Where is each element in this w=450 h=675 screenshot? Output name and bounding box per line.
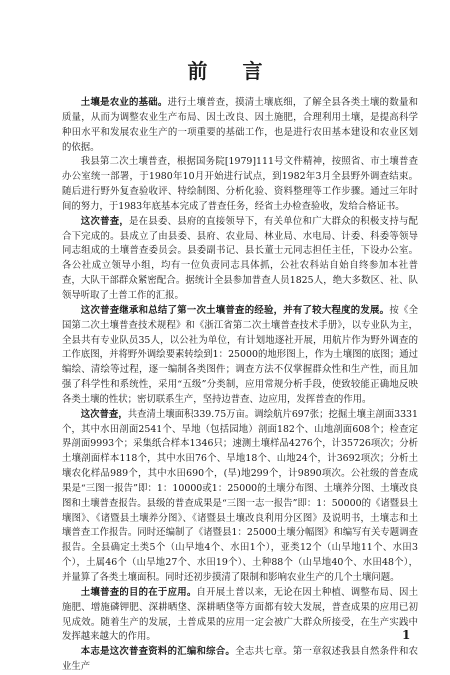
paragraph-text: 进行土壤普查，摸清土壤底细，了解全县各类土壤的数量和质量，从而为调整农业生产布局、因土改良、因土施肥，合理利用土壤，是提高科学种田水平和发展农业生产的一项重要的基础工作，也是进行农田基本建设和农业区划的依据。 — [62, 97, 418, 153]
paragraph-text: 共查清土壤面积339.75万亩。调绘航片697张；挖掘土壤主剖面3331个，其中水田剖面2541个、旱地（包括园地）剖面182个、山地剖面608个；检查定界剖面9993个；采集纸合样本1346只；速测土壤样品4276个，计35726项次；分析土壤剖面样本118个，其中水田76个、旱地18个、山地24个，计3692项次；分析土壤农化样品989个，其中水田690个，(旱)地299个，计9890项次。公社级的普查成果是“三图一报告”即：1：10000或1：25000的土壤分布图、土壤养分图、土壤改良图和土壤普查报告。县级的普查成果是“三图一志一报告”即：1：50000的《诸暨县土壤图》、《诸暨县土壤养分图》、《诸暨县土壤改良利用分区图》及说明书，土壤志和土壤普查工作报告。同时还编制了《诸暨县1：25000土壤分幅图》和编写有关专题调查报告。全县确定土类5个（山早地4个、水田1个），亚类12个（山旱地11个、水田3个），土属46个（山旱地27个、水田19个）、土种88个（山旱地40个、水田48个），并量算了各类土壤面积。同时还初步摸清了限制和影响农业生产的几个土壤问题。 — [62, 408, 418, 583]
paragraph-methods — [62, 304, 418, 408]
paragraph-intro — [62, 96, 418, 155]
paragraph-application — [62, 586, 418, 645]
page-number: 1 — [402, 628, 411, 642]
body-text — [62, 96, 418, 675]
page-title: 前 言 — [187, 59, 277, 83]
paragraph-text: 是在县委、县府的直接领导下，有关单位和广大群众的积极支持与配合下完成的。县成立了由县委、县府、农业局、林业局、水电局、计委、科委等领导同志组成的土壤普查委员会。县委副书记、县长董士元同志担任主任，下设办公室。各公社成立领导小组，均有一位负责同志具体抓，公社农科站自始自终参加本社普查，大队干部群众紧密配合。据统计全县参加普查人员1825人，绝大多数区、社、队领导听取了土普工作的汇报。 — [62, 215, 418, 301]
paragraph-results — [62, 408, 418, 586]
paragraph-text: 全志共七章。第一章叙述我县自然条件和农业生产 — [62, 646, 418, 673]
paragraph-schedule — [62, 155, 418, 214]
paragraph-text: 按《全国第二次土壤普查技术规程》和《浙江省第二次土壤普查技术手册》，以专业队为主，全县共有专业队员35人，以公社为单位，有计划地逐社开展，用航片作为野外调查的工作底图，并将野外调绘要素转绘到1：25000的地形图上，作为土壤图的底图；通过编绘、清绘等过程，逐一编制各类图件；调查方法不仅掌握群众性和生产性，而且加强了科学性和系统性，采用“五级”分类制，应用常规分析手段，使致较能正确地反映各类土壤的性状；密切联系生产，坚持边普查、边应用，发挥普查的作用。 — [62, 304, 418, 405]
paragraph-lead: 本志是这次普查资料的汇编和综合。 — [80, 646, 236, 658]
paragraph-text: 自开展土普以来，无论在因土种植、调整布局、因土施肥、增施磷钾肥、深耕晒垡、深耕晒垡等方面都有较大发展，普查成果的应用已初见成效。随着生产的发展，土普成果的应用一定会被广大群众所接受，在生产实践中发挥越来越大的作用。 — [62, 586, 418, 643]
paragraph-lead: 这次普查继承和总结了第一次土壤普查的经验，并有了较大程度的发展。 — [80, 304, 390, 316]
paragraph-lead: 土壤普查的目的在于应用。 — [80, 586, 197, 598]
paragraph-lead: 土壤是农业的基础。 — [80, 97, 168, 108]
paragraph-lead: 这次普查， — [80, 215, 130, 227]
paragraph-organization — [62, 215, 418, 304]
paragraph-contents — [62, 645, 418, 675]
paragraph-lead: 这次普查， — [80, 408, 128, 420]
paragraph-text: 我县第二次土壤普查，根据国务院[1979]111号文件精神，按照省、市土壤普查办公室统一部署，于1980年10月开始进行试点，到1982年3月全县野外调查结束。随后进行野外复查验收评、特绘制图、分析化验、资料整理等工作步骤。通过三年时间的努力，于1983年底基本完成了普查任务，经省土办检查验收，发给合格证书。 — [62, 156, 418, 212]
